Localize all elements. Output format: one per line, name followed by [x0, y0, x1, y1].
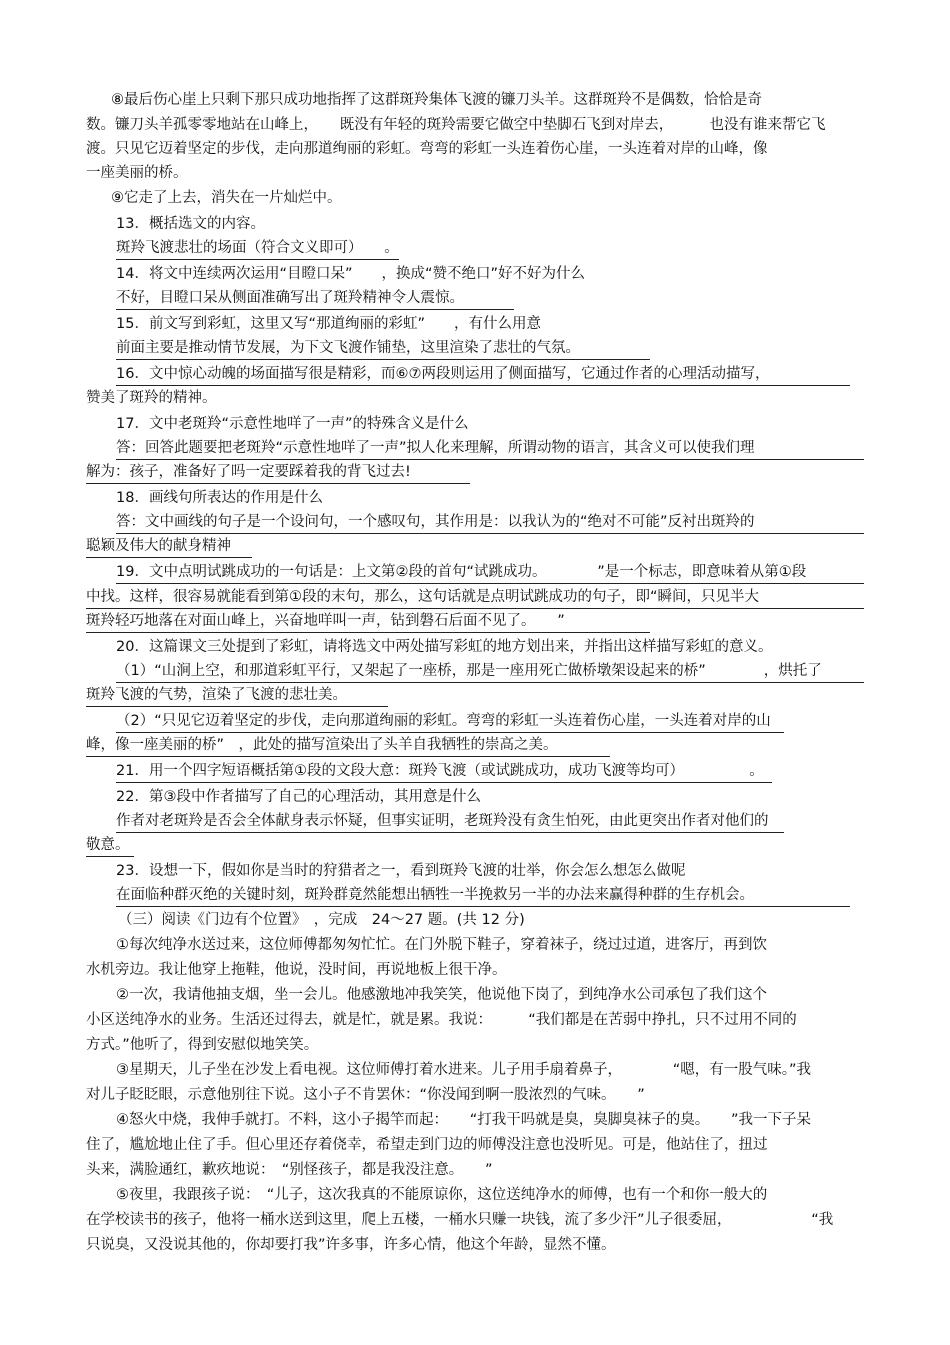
text-line: 赞美了斑羚的精神。	[86, 390, 217, 406]
answer-20-1-cont	[86, 685, 388, 707]
text-line: 水机旁边。我让他穿上拖鞋，他说，没时间，再说地板上很干净。	[86, 962, 507, 978]
answer-17	[116, 438, 864, 460]
text-line: 只说臭，又没说其他的，你却要打我”许多事，许多心情，他这个年龄，显然不懂。	[86, 1237, 616, 1253]
question-16	[116, 364, 850, 386]
question-15: 15．前文写到彩虹，这里又写“那道绚丽的彩虹” ，有什么用意	[116, 316, 541, 332]
answer-22	[116, 811, 784, 833]
text-line: 一座美丽的桥。	[86, 165, 188, 181]
answer-19	[86, 587, 864, 609]
answer-18	[116, 512, 864, 534]
answer-underline: 斑羚飞渡的气势，渲染了飞渡的悲壮美。	[86, 685, 388, 707]
text-line: ⑧最后伤心崖上只剩下那只成功地指挥了这群斑羚集体飞渡的镰刀头羊。这群斑羚不是偶数，恰恰是奇	[111, 92, 762, 108]
text-line: 对儿子眨眨眼，示意他别往下说。这小子不肯罢休：“你没闻到啊一股浓烈的气味。 ”	[86, 1087, 645, 1103]
text-line: ③星期天，儿子坐在沙发上看电视。这位师傅打着水进来。儿子用手扇着鼻子， “嗯，有一股气味。”我	[116, 1062, 812, 1078]
answer-underline: 不好，目瞪口呆从侧面准确写出了斑羚精神令人震惊。	[116, 288, 514, 310]
answer-20-2-cont	[86, 735, 610, 757]
question-19	[116, 562, 864, 584]
text-line: ①每次纯净水送过来，这位师傅都匆匆忙忙。在门外脱下鞋子，穿着袜子，绕过过道，进客厅，再到饮	[116, 937, 767, 953]
answer-underline: 敬意。	[86, 835, 134, 857]
answer-underline: 21．用一个四字短语概括第①段的文段大意：斑羚飞渡（或试跳成功，成功飞渡等均可） 。	[116, 761, 772, 783]
text-line: ②一次，我请他抽支烟，坐一会儿。他感激地冲我笑笑，他说他下岗了，到纯净水公司承包了我们这个	[116, 987, 767, 1003]
answer-underline: 答：回答此题要把老斑羚“示意性地咩了一声”拟人化来理解，所谓动物的语言，其含义可以使我们理	[116, 438, 864, 460]
question-13: 13．概括选文的内容。	[116, 216, 265, 232]
answer-underline: （1）“山涧上空，和那道彩虹平行，又架起了一座桥，那是一座用死亡做桥墩架设起来的桥” ，烘托了	[116, 661, 864, 683]
question-14: 14．将文中连续两次运用“目瞪口呆” ，换成“赞不绝口”好不好为什么	[116, 266, 585, 282]
answer-20-2	[116, 711, 784, 733]
text-line: 头来，满脸通红，歉疚地说： “别怪孩子，都是我没注意。 ”	[86, 1162, 493, 1178]
answer-15	[116, 338, 650, 360]
answer-underline: 19．文中点明试跳成功的一句话是：上文第②段的首句“试跳成功。 ”是一个标志，即意味着从第①段	[116, 562, 864, 584]
text-line: ⑨它走了上去，消失在一片灿烂中。	[111, 190, 342, 206]
text-line: 数。镰刀头羊孤零零地站在山峰上， 既没有年轻的斑羚需要它做空中垫脚石飞到对岸去， 也没有谁来帮它飞	[86, 117, 826, 133]
answer-13	[116, 238, 399, 260]
answer-underline: 答：文中画线的句子是一个设问句，一个感叹句，其作用是：以我认为的“绝对不可能”反衬出斑羚的	[116, 512, 864, 534]
answer-18-cont	[86, 536, 252, 558]
text-line: ⑤夜里，我跟孩子说： “儿子，这次我真的不能原谅你，这位送纯净水的师傅，也有一个和你一般大的	[116, 1187, 768, 1203]
answer-17-cont	[86, 462, 470, 484]
answer-underline: 斑羚飞渡悲壮的场面（符合文义即可） 。	[116, 238, 399, 260]
answer-14	[116, 288, 514, 310]
answer-underline: （2）“只见它迈着坚定的步伐，走向那道绚丽的彩虹。弯弯的彩虹一头连着伤心崖，一头连着对岸的山	[116, 711, 784, 733]
answer-underline: 斑羚轻巧地落在对面山峰上，兴奋地咩叫一声，钻到磐石后面不见了。 ”	[86, 611, 650, 633]
text-line: 小区送纯净水的业务。生活还过得去，就是忙，就是累。我说： “我们都是在苦弱中挣扎，只不过用不同的	[86, 1012, 797, 1028]
question-17: 17．文中老斑羚“示意性地咩了一声”的特殊含义是什么	[116, 416, 469, 432]
answer-22-cont	[86, 835, 134, 857]
answer-underline: 在面临种群灭绝的关键时刻，斑羚群竟然能想出牺牲一半挽救另一半的办法来赢得种群的生存机会。	[116, 885, 850, 907]
answer-23	[116, 885, 850, 907]
text-line: 渡。只见它迈着坚定的步伐，走向那道绚丽的彩虹。弯弯的彩虹一头连着伤心崖，一头连着对岸的山峰，像	[86, 141, 768, 157]
text-line: 住了，尴尬地止住了手。但心里还存着侥幸，希望走到门边的师傅没注意也没听见。可是，他站住了，扭过	[86, 1137, 768, 1153]
answer-underline: 作者对老斑羚是否会全体献身表示怀疑，但事实证明，老斑羚没有贪生怕死，由此更突出作者对他们的	[116, 811, 784, 833]
text-line: ④怒火中烧，我伸手就打。不料，这小子揭竿而起： “打我干吗就是臭，臭脚臭袜子的臭。 ”我一下子呆	[116, 1112, 812, 1128]
section-heading: （三）阅读《门边有个位置》 ，完成 24～27 题。(共 12 分)	[118, 912, 525, 928]
answer-underline: 16．文中惊心动魄的场面描写很是精彩，而⑥⑦两段则运用了侧面描写，它通过作者的心理活动描写，	[116, 364, 850, 386]
text-line: 方式。”他听了，得到安慰似地笑笑。	[86, 1037, 319, 1053]
answer-underline: 解为：孩子，准备好了吗一定要踩着我的背飞过去!	[86, 462, 470, 484]
answer-underline: 中找。这样，很容易就能看到第①段的末句，那么，这句话就是点明试跳成功的句子，即“瞬间，只见半大	[86, 587, 864, 609]
question-20: 20．这篇课文三处提到了彩虹，请将选文中两处描写彩虹的地方划出来，并指出这样描写彩虹的意义。	[116, 639, 773, 655]
text-line: 在学校读书的孩子，他将一桶水送到这里，爬上五楼，一桶水只赚一块钱，流了多少汗”儿子很委屈， “我	[86, 1212, 834, 1228]
answer-20-1	[116, 661, 864, 683]
answer-19-cont	[86, 611, 650, 633]
question-18: 18．画线句所表达的作用是什么	[116, 490, 323, 506]
answer-underline: 前面主要是推动情节发展，为下文飞渡作铺垫，这里渲染了悲壮的气氛。	[116, 338, 650, 360]
answer-underline: 峰，像一座美丽的桥” ，此处的描写渲染出了头羊自我牺牲的崇高之美。	[86, 735, 610, 757]
question-23: 23．设想一下，假如你是当时的狩猎者之一，看到斑羚飞渡的壮举，你会怎么想怎么做呢	[116, 863, 686, 879]
answer-underline: 聪颖及伟大的献身精神	[86, 536, 252, 558]
question-21	[116, 761, 772, 783]
question-22: 22．第③段中作者描写了自己的心理活动，其用意是什么	[116, 789, 481, 805]
